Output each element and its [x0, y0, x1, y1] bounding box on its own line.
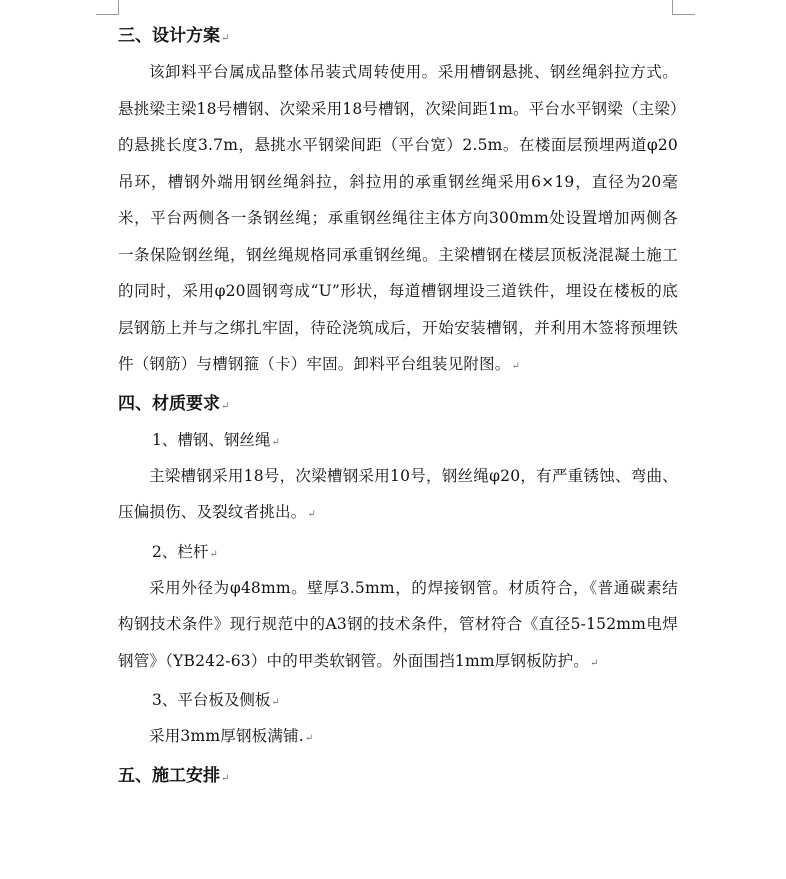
materials-item-3: [118, 682, 678, 718]
page-corner-top-left: [96, 0, 119, 15]
paragraph-text: 该卸料平台属成品整体吊装式周转使用。采用槽钢悬挑、钢丝绳斜拉方式。悬挑梁主梁18号槽钢、次梁采用18号槽钢，次梁间距1m。平台水平钢梁（主梁）的悬挑长度3.7m，悬挑水平钢梁间距（平台宽）2.5m。在楼面层预埋两道φ20吊环，槽钢外端用钢丝绳斜拉，斜拉用的承重钢丝绳采用6×19，直径为20毫米，平台两侧各一条钢丝绳；承重钢丝绳往主体方向300mm处设置增加两侧各一条保险钢丝绳，钢丝绳规格同承重钢丝绳。主梁槽钢在楼层顶板浇混凝土施工的同时，采用φ20圆钢弯成“U”形状，每道槽钢埋设三道铁件，埋设在楼板的底层钢筋上并与之绑扎牢固，待砼浇筑成后，开始安装槽钢，并利用木签将预埋铁件（钢筋）与槽钢箍（卡）牢固。卸料平台组装见附图。: [118, 63, 678, 373]
materials-item-2: [118, 534, 678, 570]
paragraph-mark-icon: ↵: [511, 361, 521, 372]
materials-item-2-body: [118, 570, 678, 683]
paragraph-text: 主梁槽钢采用18号，次梁槽钢采用10号，钢丝绳φ20，有严重锈蚀、弯曲、压偏损伤、及裂纹者挑出。: [118, 466, 678, 521]
paragraph-mark-icon: ↵: [209, 548, 218, 560]
item-title: 3、平台板及侧板: [152, 691, 271, 709]
materials-item-3-body: [118, 718, 678, 758]
paragraph-mark-icon: ↵: [221, 400, 230, 412]
heading-text: 三、设计方案: [118, 26, 220, 46]
paragraph-mark-icon: ↵: [221, 772, 230, 784]
materials-item-1: [118, 422, 678, 458]
paragraph-mark-icon: ↵: [307, 509, 316, 520]
paragraph-mark-icon: ↵: [221, 33, 230, 44]
paragraph-text: 采用3mm厚钢板满铺.: [149, 727, 304, 745]
heading-text: 四、材质要求: [118, 393, 220, 414]
section-heading-construction: [118, 758, 678, 794]
design-paragraph: [118, 54, 678, 386]
document-page: [118, 18, 678, 794]
paragraph-text: 采用外径为φ48mm。壁厚3.5mm，的焊接钢管。材质符合，《普通碳素结构钢技术条件》现行规范中的A3钢的技术条件，管材符合《直径5-152mm电焊钢管》（YB242-63）中的甲类软钢管。外面围挡1mm厚钢板防护。: [118, 578, 678, 670]
item-title: 2、栏杆: [152, 542, 209, 561]
paragraph-mark-icon: ↵: [271, 436, 280, 448]
paragraph-mark-icon: ↵: [589, 657, 599, 669]
materials-item-1-body: [118, 458, 678, 534]
page-corner-top-right: [672, 0, 695, 15]
paragraph-mark-icon: ↵: [304, 733, 314, 744]
paragraph-mark-icon: ↵: [271, 697, 280, 708]
section-heading-design: [118, 18, 678, 54]
section-heading-materials: [118, 386, 678, 422]
item-title: 1、槽钢、钢丝绳: [152, 430, 271, 449]
heading-text: 五、施工安排: [118, 765, 220, 786]
